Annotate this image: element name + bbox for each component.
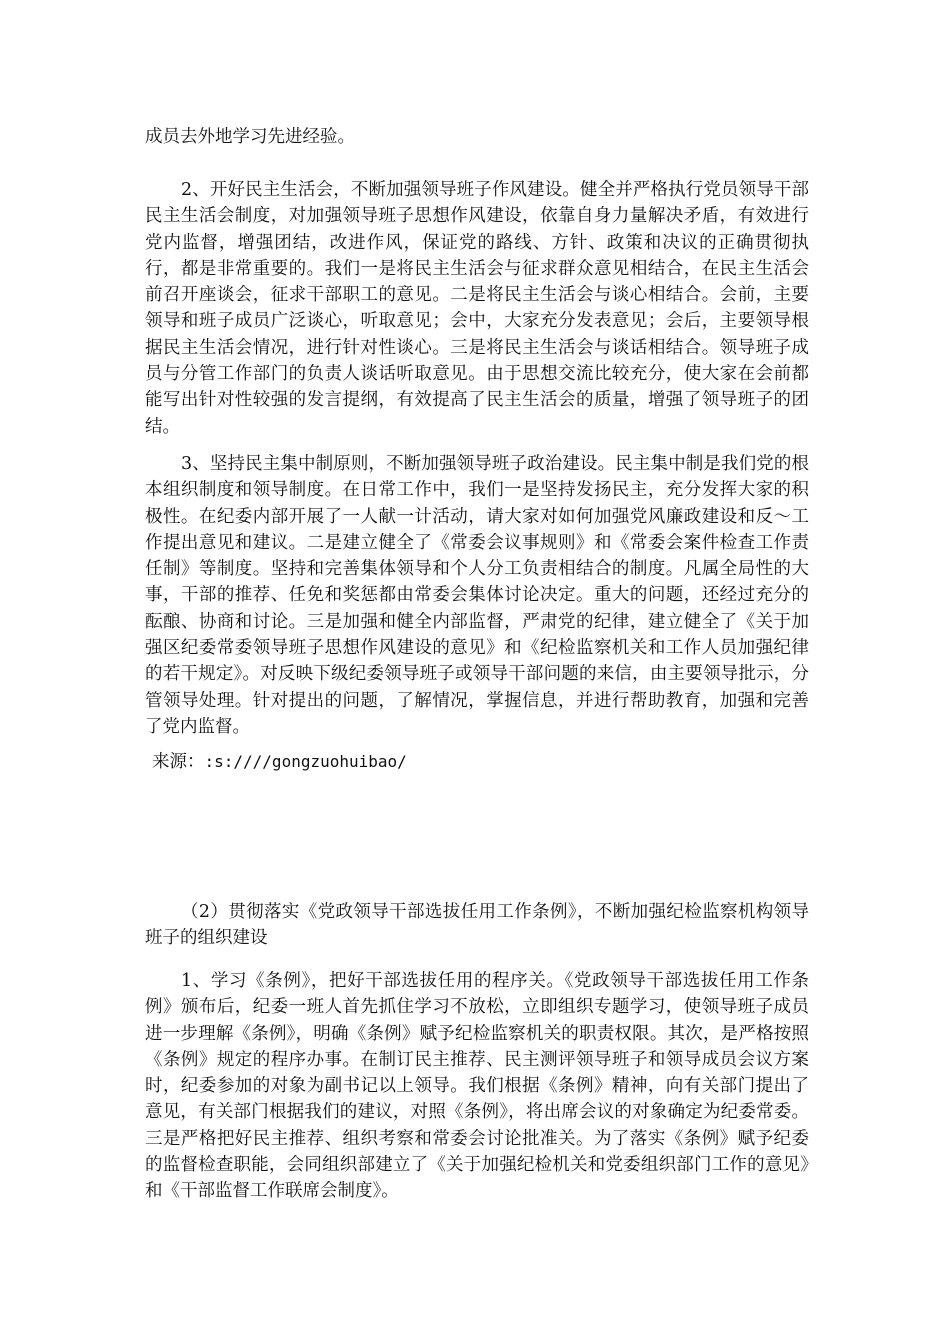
paragraph-section-2: 2、开好民主生活会，不断加强领导班子作风建设。健全并严格执行党员领导干部民主生活会制度，对加强领导班子思想作风建设，依靠自身力量解决矛盾，有效进行党内监督，增强团结，改进作风，保证党的路线、方针、政策和决议的正确贯彻执行，都是非常重要的。我们一是将民主生活会与征求群众意见相结合，在民主生活会前召开座谈会，征求干部职工的意见。二是将民主生活会与谈心相结合。会前，主要领导和班子成员广泛谈心，听取意见；会中，大家充分发表意见；会后，主要领导根据民主生活会情况，进行针对性谈心。三是将民主生活会与谈话相结合。领导班子成员与分管工作部门的负责人谈话听取意见。由于思想交流比较充分，使大家在会前都能写出针对性较强的发言提纲，有效提高了民主生活会的质量，增强了领导班子的团结。 [145, 180, 809, 437]
paragraph-section-1: 1、学习《条例》，把好干部选拔任用的程序关。《党政领导干部选拔任用工作条例》颁布后，纪委一班人首先抓住学习不放松，立即组织专题学习，使领导班子成员进一步理解《条例》，明确《条例》赋予纪检监察机关的职责权限。其次，是严格按照《条例》规定的程序办事。在制订民主推荐、民主测评领导班子和领导成员会议方案时，纪委参加的对象为副书记以上领导。我们根据《条例》精神，向有关部门提出了意见，有关部门根据我们的建议，对照《条例》，将出席会议的对象确定为纪委常委。三是严格把好民主推荐、组织考察和常委会讨论批准关。为了落实《条例》赋予纪委的监督检查职能，会同组织部建立了《关于加强纪检机关和党委组织部门工作的意见》和《干部监督工作联席会制度》。 [145, 971, 809, 1202]
source-line [152, 749, 407, 775]
source-url: :s:////gongzuohuibao/ [204, 752, 407, 771]
source-label: 来源： [152, 752, 205, 772]
paragraph-heading-2: （2）贯彻落实《党政领导干部选拔任用工作条例》，不断加强纪检监察机构领导班子的组织建设 [145, 902, 809, 949]
paragraph-section-3: 3、坚持民主集中制原则，不断加强领导班子政治建设。民主集中制是我们党的根本组织制度和领导制度。在日常工作中，我们一是坚持发扬民主，充分发挥大家的积极性。在纪委内部开展了一人献一计活动，请大家对如何加强党风廉政建设和反～工作提出意见和建议。二是建立健全了《常委会议事规则》和《常委会案件检查工作责任制》等制度。坚持和完善集体领导和个人分工负责相结合的制度。凡属全局性的大事，干部的推荐、任免和奖惩都由常委会集体讨论决定。重大的问题，还经过充分的酝酿、协商和讨论。三是加强和健全内部监督，严肃党的纪律，建立健全了《关于加强区纪委常委领导班子思想作风建设的意见》和《纪检监察机关和工作人员加强纪律的若干规定》。对反映下级纪委领导班子或领导干部问题的来信，由主要领导批示，分管领导处理。针对提出的问题，了解情况，掌握信息，并进行帮助教育，加强和完善了党内监督。 [145, 454, 809, 737]
paragraph-continuation: 成员去外地学习先进经验。 [145, 127, 355, 147]
